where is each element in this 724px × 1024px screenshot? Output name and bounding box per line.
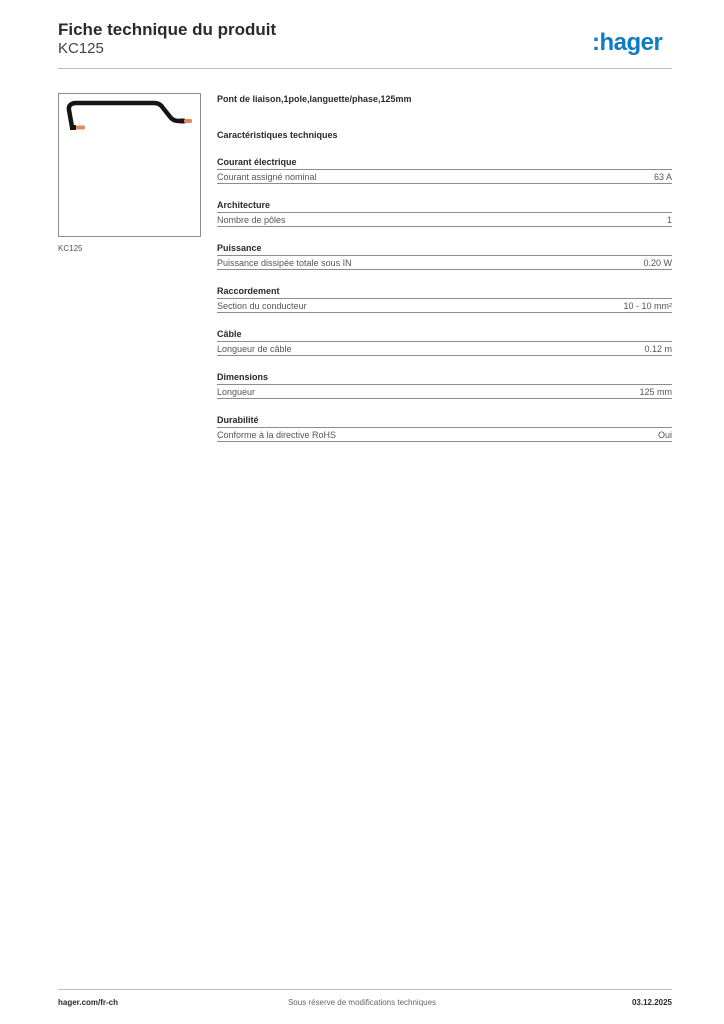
page-title: Fiche technique du produit (58, 20, 277, 39)
spec-row (217, 256, 672, 270)
bridge-bar-illustration (59, 94, 200, 236)
spec-label: Longueur (217, 387, 256, 397)
spec-section-title: Dimensions (217, 371, 672, 385)
spec-value: Oui (657, 430, 672, 440)
header-divider (58, 68, 672, 69)
tech-characteristics-heading: Caractéristiques techniques (217, 130, 338, 140)
spec-row (217, 428, 672, 442)
spec-value: 10 - 10 mm² (623, 301, 672, 311)
spec-section (217, 414, 672, 442)
product-reference: KC125 (58, 40, 104, 57)
spec-section-title: Câble (217, 328, 672, 342)
footer-website-link[interactable]: hager.com/fr-ch (58, 998, 119, 1007)
hager-logo (592, 27, 674, 57)
spec-value: 1 (666, 215, 672, 225)
spec-section (217, 371, 672, 399)
spec-section (217, 199, 672, 227)
spec-section-title: Architecture (217, 199, 672, 213)
footer-disclaimer: Sous réserve de modifications techniques (287, 998, 437, 1007)
product-description: Pont de liaison,1pole,languette/phase,125mm (217, 94, 412, 104)
spec-label: Longueur de câble (217, 344, 292, 354)
spec-row (217, 342, 672, 356)
spec-row (217, 213, 672, 227)
spec-section (217, 242, 672, 270)
spec-value: 63 A (653, 172, 672, 182)
spec-section-title: Courant électrique (217, 156, 672, 170)
spec-value: 0.12 m (644, 344, 672, 354)
spec-row (217, 299, 672, 313)
spec-section-title: Durabilité (217, 414, 672, 428)
spec-section (217, 328, 672, 356)
spec-label: Courant assigné nominal (217, 172, 317, 182)
spec-label: Nombre de pôles (217, 215, 286, 225)
image-caption: KC125 (58, 244, 83, 253)
logo-text: :hager (592, 29, 663, 56)
spec-label: Section du conducteur (217, 301, 307, 311)
spec-label: Puissance dissipée totale sous IN (217, 258, 352, 268)
spec-content (217, 93, 672, 442)
spec-section-title: Puissance (217, 242, 672, 256)
spec-row (217, 170, 672, 184)
spec-section (217, 285, 672, 313)
spec-row (217, 385, 672, 399)
spec-value: 125 mm (639, 387, 672, 397)
spec-value: 0.20 W (643, 258, 672, 268)
footer-date: 03.12.2025 (631, 998, 672, 1007)
spec-label: Conforme à la directive RoHS (217, 430, 337, 440)
product-image (58, 93, 201, 237)
spec-section (217, 156, 672, 184)
footer-divider (58, 989, 672, 990)
spec-section-title: Raccordement (217, 285, 672, 299)
